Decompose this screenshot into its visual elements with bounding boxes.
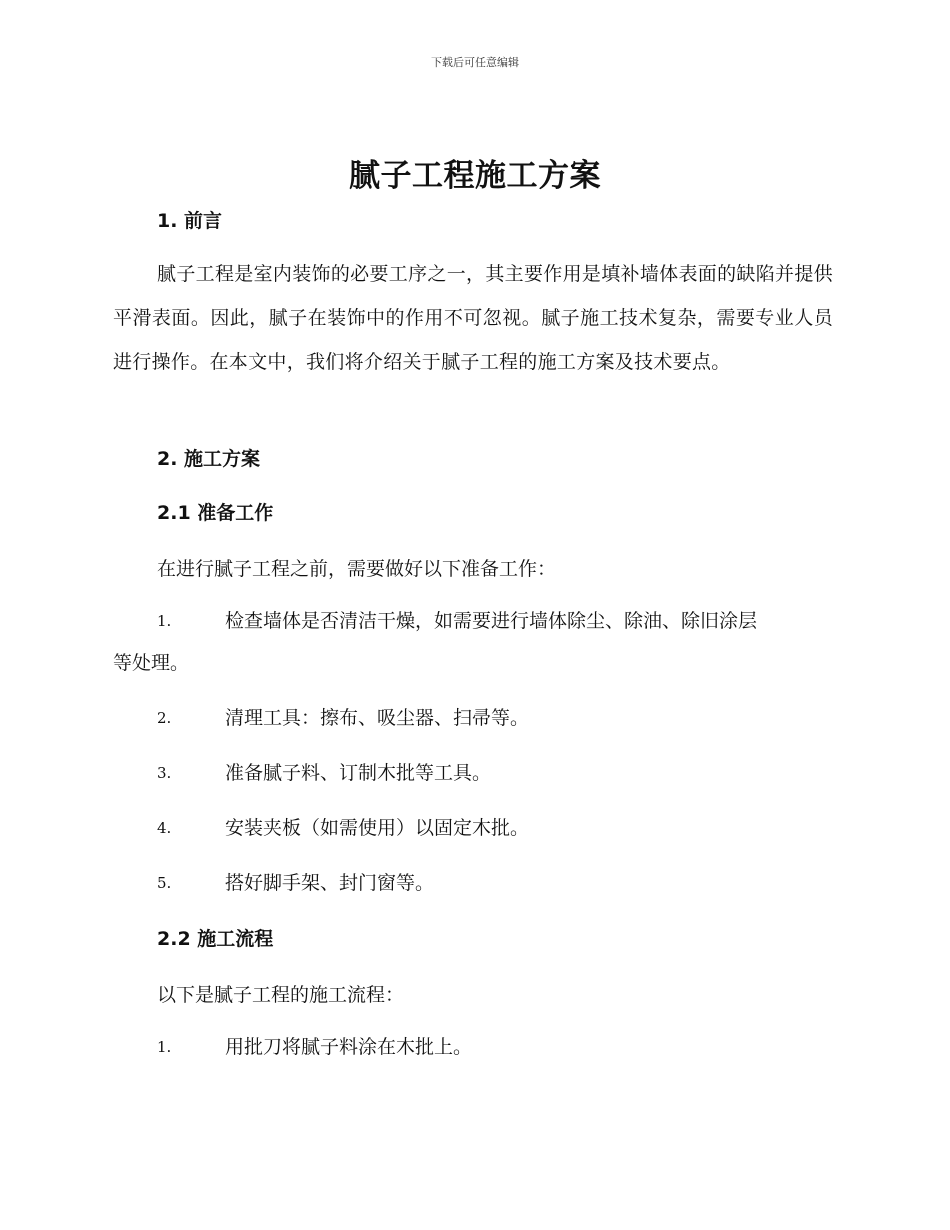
list-item-row bbox=[113, 697, 833, 739]
list-item-row bbox=[113, 752, 833, 794]
section-heading-preface: 1. 前言 bbox=[157, 210, 223, 232]
preface-paragraph: 腻子工程是室内装饰的必要工序之一，其主要作用是填补墙体表面的缺陷并提供平滑表面。因此，腻子在装饰中的作用不可忽视。腻子施工技术复杂，需要专业人员进行操作。在本文中，我们将介绍关于腻子工程的施工方案及技术要点。 bbox=[113, 263, 833, 373]
header-note: 下载后可任意编辑 bbox=[431, 56, 519, 69]
preparation-intro: 在进行腻子工程之前，需要做好以下准备工作： bbox=[157, 558, 557, 580]
list-item-text: 安装夹板（如需使用）以固定木批。 bbox=[225, 817, 530, 839]
list-item-number: 3. bbox=[157, 764, 172, 782]
section-heading-plan: 2. 施工方案 bbox=[157, 448, 261, 470]
list-item bbox=[113, 752, 833, 794]
list-item-number: 4. bbox=[157, 819, 172, 837]
process-intro: 以下是腻子工程的施工流程： bbox=[157, 984, 405, 1006]
list-item-row bbox=[113, 807, 833, 849]
section-heading-process: 2.2 施工流程 bbox=[157, 928, 274, 950]
list-item-text: 清理工具：擦布、吸尘器、扫帚等。 bbox=[225, 707, 530, 729]
list-item-text: 准备腻子料、订制木批等工具。 bbox=[225, 762, 492, 784]
list-item-text: 检查墙体是否清洁干燥，如需要进行墙体除尘、除油、除旧涂层 bbox=[225, 610, 758, 632]
section-heading-preparation: 2.1 准备工作 bbox=[157, 502, 274, 524]
document-title: 腻子工程施工方案 bbox=[349, 158, 601, 194]
list-item-text-continued: 等处理。 bbox=[113, 652, 190, 674]
list-item-row bbox=[113, 1026, 833, 1068]
list-item-text: 用批刀将腻子料涂在木批上。 bbox=[225, 1036, 473, 1058]
list-item-number: 5. bbox=[157, 874, 172, 892]
list-item-text: 搭好脚手架、封门窗等。 bbox=[225, 872, 435, 894]
list-item-number: 1. bbox=[157, 612, 172, 630]
list-item bbox=[113, 1026, 833, 1068]
list-item bbox=[113, 807, 833, 849]
list-item bbox=[113, 697, 833, 739]
list-item-row bbox=[113, 862, 833, 904]
list-item-row bbox=[113, 600, 833, 684]
list-item bbox=[113, 862, 833, 904]
list-item bbox=[113, 600, 833, 684]
list-item-number: 1. bbox=[157, 1038, 172, 1056]
list-item-number: 2. bbox=[157, 709, 172, 727]
